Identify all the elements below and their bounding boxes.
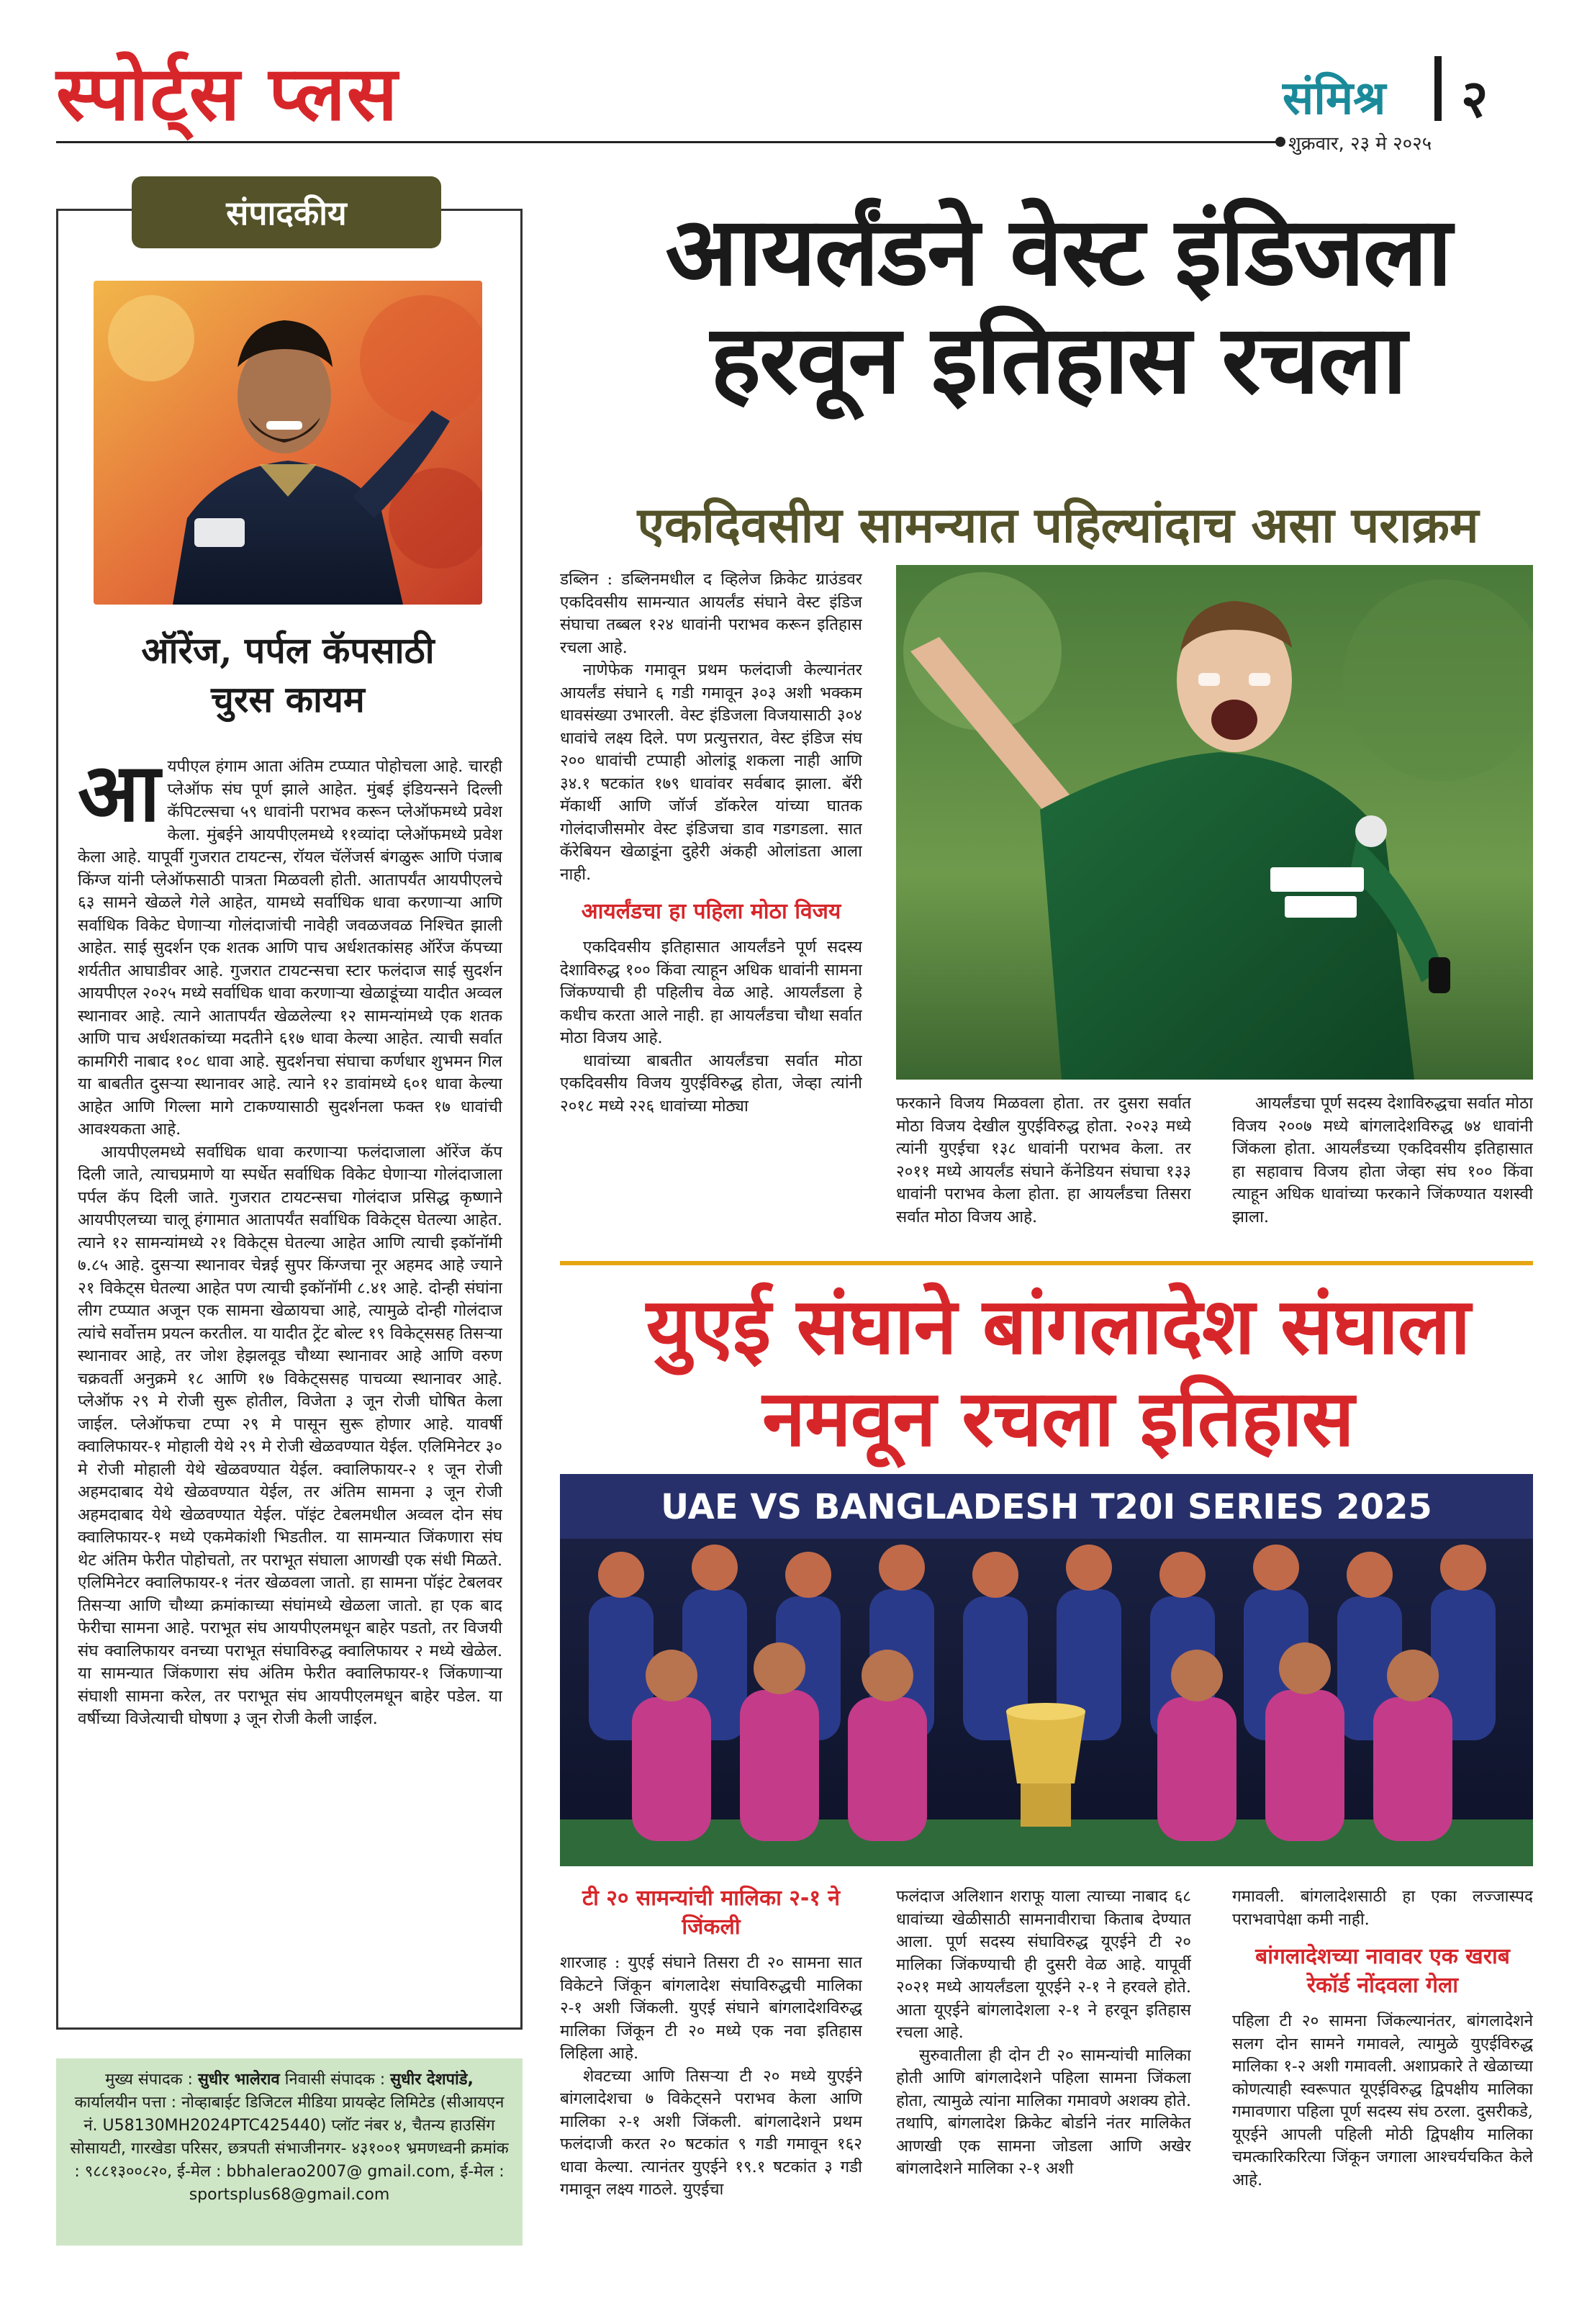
masthead-rule-dot — [1275, 137, 1285, 147]
editorial-label: संपादकीय — [132, 176, 441, 248]
credits-editors: मुख्य संपादक : सुधीर भालेराव निवासी संपादक : सुधीर देशपांडे, — [105, 2071, 474, 2089]
article-paragraph: एकदिवसीय इतिहासात आयर्लंडने पूर्ण सदस्य देशाविरुद्ध १०० किंवा त्याहून अधिक धावांनी सामना जिंकण्याची ही पहिलीच वेळ आहे. आयर्लंडला हे कधीच करता आले नाही. हा आयर्लंडचा चौथा सर्वात मोठा विजय आहे. — [560, 938, 862, 1047]
article-paragraph: डब्लिन : डब्लिनमधील द व्हिलेज क्रिकेट ग्राउंडवर एकदिवसीय सामन्यात आयर्लंड संघाने वेस्ट इंडिज संघाचा तब्बल १२४ धावांनी पराभव करून इतिहास रचला आहे. — [560, 570, 862, 657]
ireland-player-photo — [896, 565, 1533, 1080]
editorial-para1-text: यपीएल हंगाम आता अंतिम टप्प्यात पोहोचला आहे. चारही प्लेऑफ संघ पूर्ण झाले आहेत. मुंबई इंडियन्सने दिल्ली कॅपिटल्सचा ५९ धावांनी पराभव करून प्लेऑफमध्ये प्रवेश केला. मुंबईने आयपीएलमध्ये ११व्यांदा प्लेऑफमध्ये प्रवेश केला आहे. यापूर्वी गुजरात टायटन्स, रॉयल चॅलेंजर्स बंगळुरू आणि पंजाब किंग्ज यांनी प्लेऑफसाठी पात्रता मिळवली होती. आतापर्यंत आयपीएलचे ६३ सामने खेळले गेले आहेत, यामध्ये सर्वाधिक धावा करणाऱ्या आणि सर्वाधिक विकेट घेणाऱ्या गोलंदाजांची नावेही जवळजवळ निश्चित झाली आहेत. साई सुदर्शन एक शतक आणि पाच अर्धशतकांसह ऑरेंज कॅपच्या शर्यतीत आघाडीवर आहे. गुजरात टायटन्सचा स्टार फलंदाज साई सुदर्शन आयपीएल २०२५ मध्ये सर्वाधिक धावा करणाऱ्या खेळाडूंच्या यादीत अव्वल स्थानावर आहे. त्याने आतापर्यंत खेळलेल्या १२ सामन्यांमध्ये एक शतक आणि पाच अर्धशतकांच्या मदतीने ६१७ धावा केल्या आहेत. त्याची सर्वात कामगिरी नाबाद १०८ धावा आहे. सुदर्शनचा संघाचा कर्णधार शुभमन गिल या बाबतीत दुसऱ्या स्थानावर आहे. त्याने १२ डावांमध्ये ६०१ धावा केल्या आहेत आणि गिल्ला मागे टाकण्यासाठी सुदर्शनला फक्त १७ धावांची आवश्यकता आहे. — [78, 757, 502, 1139]
section-name: संमिश्र — [1283, 72, 1386, 125]
team-celebration-illustration — [560, 1474, 1533, 1866]
bowler-photo-illustration — [94, 281, 482, 605]
article-paragraph: फरकाने विजय मिळवला होता. तर दुसरा सर्वात मोठा विजय देखील युएईविरुद्ध होता. २०२३ मध्ये त्यांनी युएईचा १३८ धावांनी पराभव केला. तर २०११ मध्ये आयर्लंड संघाने कॅनेडियन संघाचा १३३ धावांनी पराभव केला होता. हा आयर्लंडचा तिसरा सर्वात मोठा विजय आहे. — [896, 1094, 1191, 1226]
editorial-body — [78, 756, 502, 2022]
ireland-article-col3 — [1232, 1093, 1533, 1244]
ireland-article-col1 — [560, 569, 862, 1245]
second-headline-line2: नमवून रचला इतिहास — [762, 1374, 1354, 1464]
main-headline-line1: आयर्लंडने वेस्ट इंडिजला — [665, 196, 1451, 307]
article-paragraph: धावांच्या बाबतीत आयर्लंडचा सर्वात मोठा एकदिवसीय विजय युएईविरुद्ध होता, जेव्हा त्यांनी २०१८ मध्ये २२६ धावांच्या मोठ्या — [560, 1051, 862, 1116]
issue-date: शुक्रवार, २३ मे २०२५ — [1288, 133, 1432, 155]
article-paragraph: फलंदाज अलिशान शराफू याला त्याच्या नाबाद ६८ धावांच्या खेळीसाठी सामनावीराचा किताब देण्यात आला. पूर्ण सदस्य संघाविरुद्ध यूएईने टी २० मालिका जिंकण्याची ही दुसरी वेळ आहे. यापूर्वी २०२१ मध्ये आयर्लंडला यूएईने २-१ ने हरवले होते. आता यूएईने बांगलादेशला २-१ ने हरवून इतिहास रचला आहे. — [896, 1887, 1191, 2042]
article-paragraph: पहिला टी २० सामना जिंकल्यानंतर, बांगलादेशने सलग दोन सामने गमावले, त्यामुळे युएईविरुद्ध मालिका १-२ अशी गमावली. अशाप्रकारे ते खेळाच्या कोणत्याही स्वरूपात यूएईविरुद्ध द्विपक्षीय मालिका गमावणारा पहिला पूर्ण सदस्य संघ ठरला. दुसरीकडे, यूएईने आपली पहिली मोठी द्विपक्षीय मालिका चमत्कारिकरित्या जिंकून जगाला आश्चर्यचकित केले आहे. — [1232, 2012, 1533, 2189]
masthead-rule — [56, 141, 1280, 143]
editorial-headline-line1: ऑरेंज, पर्पल कॅपसाठी — [141, 629, 435, 672]
uae-article-col3 — [1232, 1886, 1533, 2253]
second-headline — [561, 1281, 1555, 1465]
article-paragraph: नाणेफेक गमावून प्रथम फलंदाजी केल्यानंतर आयर्लंड संघाने ६ गडी गमावून ३०३ अशी भक्कम धावसंख्या उभारली. वेस्ट इंडिजला विजयासाठी ३०४ धावांचे लक्ष्य दिले. पण प्रत्युत्तरात, वेस्ट इंडिज संघ २०० धावांची टप्पाही ओलांडू शकला नाही आणि ३४.१ षटकांत १७९ धावांवर सर्वबाद झाला. बॅरी मॅकार्थी आणि जॉर्ज डॉकरेल यांच्या घातक गोलंदाजीसमोर वेस्ट इंडिजचा डाव गडगडला. सात कॅरेबियन खेळाडूंना दुहेरी अंकही ओलांडता आला नाही. — [560, 661, 862, 884]
editorial-paragraph — [78, 756, 502, 1141]
editorial-headline — [72, 626, 504, 723]
chief-editor-name: सुधीर भालेराव — [197, 2071, 280, 2089]
ireland-article-col2 — [896, 1093, 1191, 1244]
series-banner-text: UAE VS BANGLADESH T20I SERIES 2025 — [661, 1487, 1432, 1527]
uae-section-subhead: टी २० सामन्यांची मालिका २-१ ने जिंकली — [582, 1886, 841, 1940]
article-paragraph: गमावली. बांगलादेशसाठी हा एका लज्जास्पद पराभवापेक्षा कमी नाही. — [1232, 1887, 1533, 1929]
uae-article-col2 — [896, 1886, 1191, 2253]
celebration-photo-illustration — [896, 565, 1533, 1080]
editorial-photo — [94, 281, 482, 605]
credits-address: कार्यालयीन पत्ता : नोव्हाबाईट डिजिटल मीडिया प्रायव्हेट लिमिटेड (सीआयएन नं. U58130MH2024PTC425440) प्लॉट नंबर ४, चैतन्य हाउसिंग सोसायटी, गारखेडा परिसर, छत्रपती संभाजीनगर- ४३१००१ भ्रमणध्वनी क्रमांक : ९८८१३००८२०, ई-मेल : bbhalerao2007@ gmail.com, ई-मेल : sportsplus68@gmail.com — [70, 2094, 509, 2204]
masthead-title: स्पोर्ट्स प्लस — [56, 49, 399, 137]
main-headline-line2: हरवून इतिहास रचला — [710, 304, 1406, 415]
drop-cap: आ — [78, 756, 160, 840]
second-headline-line1: युएई संघाने बांगलादेश संघाला — [646, 1282, 1470, 1372]
article-paragraph: सुरुवातीला ही दोन टी २० सामन्यांची मालिका होती आणि बांगलादेशने पहिला सामना जिंकला होता, त्यामुळे त्यांना मालिका गमावणे अशक्य होते. तथापि, बांगलादेश क्रिकेट बोर्डाने नंतर मालिकेत आणखी एक सामना जोडला आणि अखेर बांगलादेशने मालिका २-१ अशी — [896, 2045, 1191, 2178]
editorial-paragraph: आयपीएलमध्ये सर्वाधिक धावा करणाऱ्या फलंदाजाला ऑरेंज कॅप दिली जाते, त्याचप्रमाणे या स्पर्धेत सर्वाधिक विकेट घेणाऱ्या गोलंदाजाला पर्पल कॅप दिली जाते. गुजरात टायटन्सचा गोलंदाज प्रसिद्ध कृष्णाने आयपीएलच्या चालू हंगामात आतापर्यंत सर्वाधिक विकेट्स घेतल्या आहेत. त्याने १२ सामन्यांमध्ये २१ विकेट्स घेतल्या आहेत आणि त्याची इकॉनॉमी ७.८५ आहे. दुसऱ्या स्थानावर चेन्नई सुपर किंग्जचा नूर अहमद आहे ज्याने २१ विकेट्स घेतल्या आहेत पण त्याची इकॉनॉमी ८.४१ आहे. दोन्ही संघांना लीग टप्प्यात अजून एक सामना खेळायचा आहे, त्यामुळे दोन्ही गोलंदाज त्यांचे सर्वोत्तम प्रयत्न करतील. या यादीत ट्रेंट बोल्ट १९ विकेट्ससह तिसऱ्या स्थानावर आहे, तर जोश हेझलवूड चौथ्या स्थानावर आहे आणि वरुण चक्रवर्ती अनुक्रमे १८ आणि १७ विकेट्ससह पाचव्या स्थानावर आहे. प्लेऑफ २९ मे रोजी सुरू होतील, विजेता ३ जून रोजी घोषित केला जाईल. प्लेऑफचा टप्पा २९ मे पासून सुरू होणार आहे. यावर्षी क्वालिफायर-१ मोहाली येथे २९ मे रोजी खेळवण्यात येईल. एलिमिनेटर ३० मे रोजी मोहाली येथे खेळवण्यात येईल. क्वालिफायर-२ १ जून रोजी अहमदाबाद येथे खेळवण्यात येईल, तर अंतिम सामना ३ जून रोजी अहमदाबाद येथे खेळवण्यात येईल. पॉइंट टेबलमधील अव्वल दोन संघ क्वालिफायर-१ मध्ये एकमेकांशी भिडतील. या सामन्यात जिंकणारा संघ थेट अंतिम फेरीत पोहोचतो, तर पराभूत संघाला आणखी एक संधी मिळते. एलिमिनेटर क्वालिफायर-१ नंतर खेळवला जातो. हा सामना पॉइंट टेबलवर तिसऱ्या आणि चौथ्या क्रमांकाच्या संघांमध्ये खेळला जातो. हा एक बाद फेरीचा सामना आहे. पराभूत संघ आयपीएलमधून बाहेर पडतो, तर विजयी संघ क्वालिफायर वनच्या पराभूत संघाविरुद्ध क्वालिफायर २ मध्ये खेळेल. या सामन्यात जिंकणारा संघ अंतिम फेरीत क्वालिफायर-१ जिंकणाऱ्या संघाशी सामना करेल, तर पराभूत संघ आयपीएलमधून बाहेर पडेल. या वर्षीच्या विजेत्याची घोषणा ३ जून रोजी केली जाईल. — [78, 1142, 502, 1728]
page-number: २ — [1461, 68, 1488, 129]
resident-editor-name: सुधीर देशपांडे, — [390, 2071, 474, 2089]
section-divider — [560, 1261, 1533, 1265]
credits-box — [56, 2058, 523, 2246]
ireland-section-subhead: आयर्लंडचा हा पहिला मोठा विजय — [581, 899, 841, 924]
article-paragraph: शारजाह : युएई संघाने तिसरा टी २० सामना सात विकेटने जिंकून बांगलादेश संघाविरुद्धची मालिका २-१ अशी जिंकली. युएई संघाने बांगलादेशविरुद्ध मालिका जिंकून टी २० मध्ये एक नवा इतिहास लिहिला आहे. — [560, 1953, 862, 2063]
article-paragraph: शेवटच्या आणि तिसऱ्या टी २० मध्ये युएईने बांगलादेशचा ७ विकेट्सने पराभव केला आणि मालिका २-१ अशी जिंकली. बांगलादेशने प्रथम फलंदाजी करत २० षटकांत ९ गडी गमावून १६२ धावा केल्या. त्यानंतर युएईने १९.१ षटकांत ३ गडी गमावून लक्ष्य गाठले. युएईचा — [560, 2066, 862, 2199]
page-separator — [1434, 56, 1442, 121]
bangladesh-section-subhead: बांगलादेशच्या नावावर एक खराब रेकॉर्ड नोंदवला गेला — [1255, 1944, 1510, 1998]
uae-article-col1 — [560, 1878, 862, 2253]
main-subheadline: एकदिवसीय सामन्यात पहिल्यांदाच असा पराक्रम — [637, 497, 1479, 554]
main-headline — [561, 198, 1555, 414]
uae-team-photo — [560, 1474, 1533, 1866]
editorial-headline-line2: चुरस कायम — [211, 677, 365, 720]
article-paragraph: आयर्लंडचा पूर्ण सदस्य देशाविरुद्धचा सर्वात मोठा विजय २००७ मध्ये बांगलादेशविरुद्ध ७४ धावांनी जिंकला होता. आयर्लंडच्या एकदिवसीय इतिहासात हा सहावाच विजय होता जेव्हा संघ १०० किंवा त्याहून अधिक धावांच्या फरकाने जिंकण्यात यशस्वी झाला. — [1232, 1094, 1533, 1226]
